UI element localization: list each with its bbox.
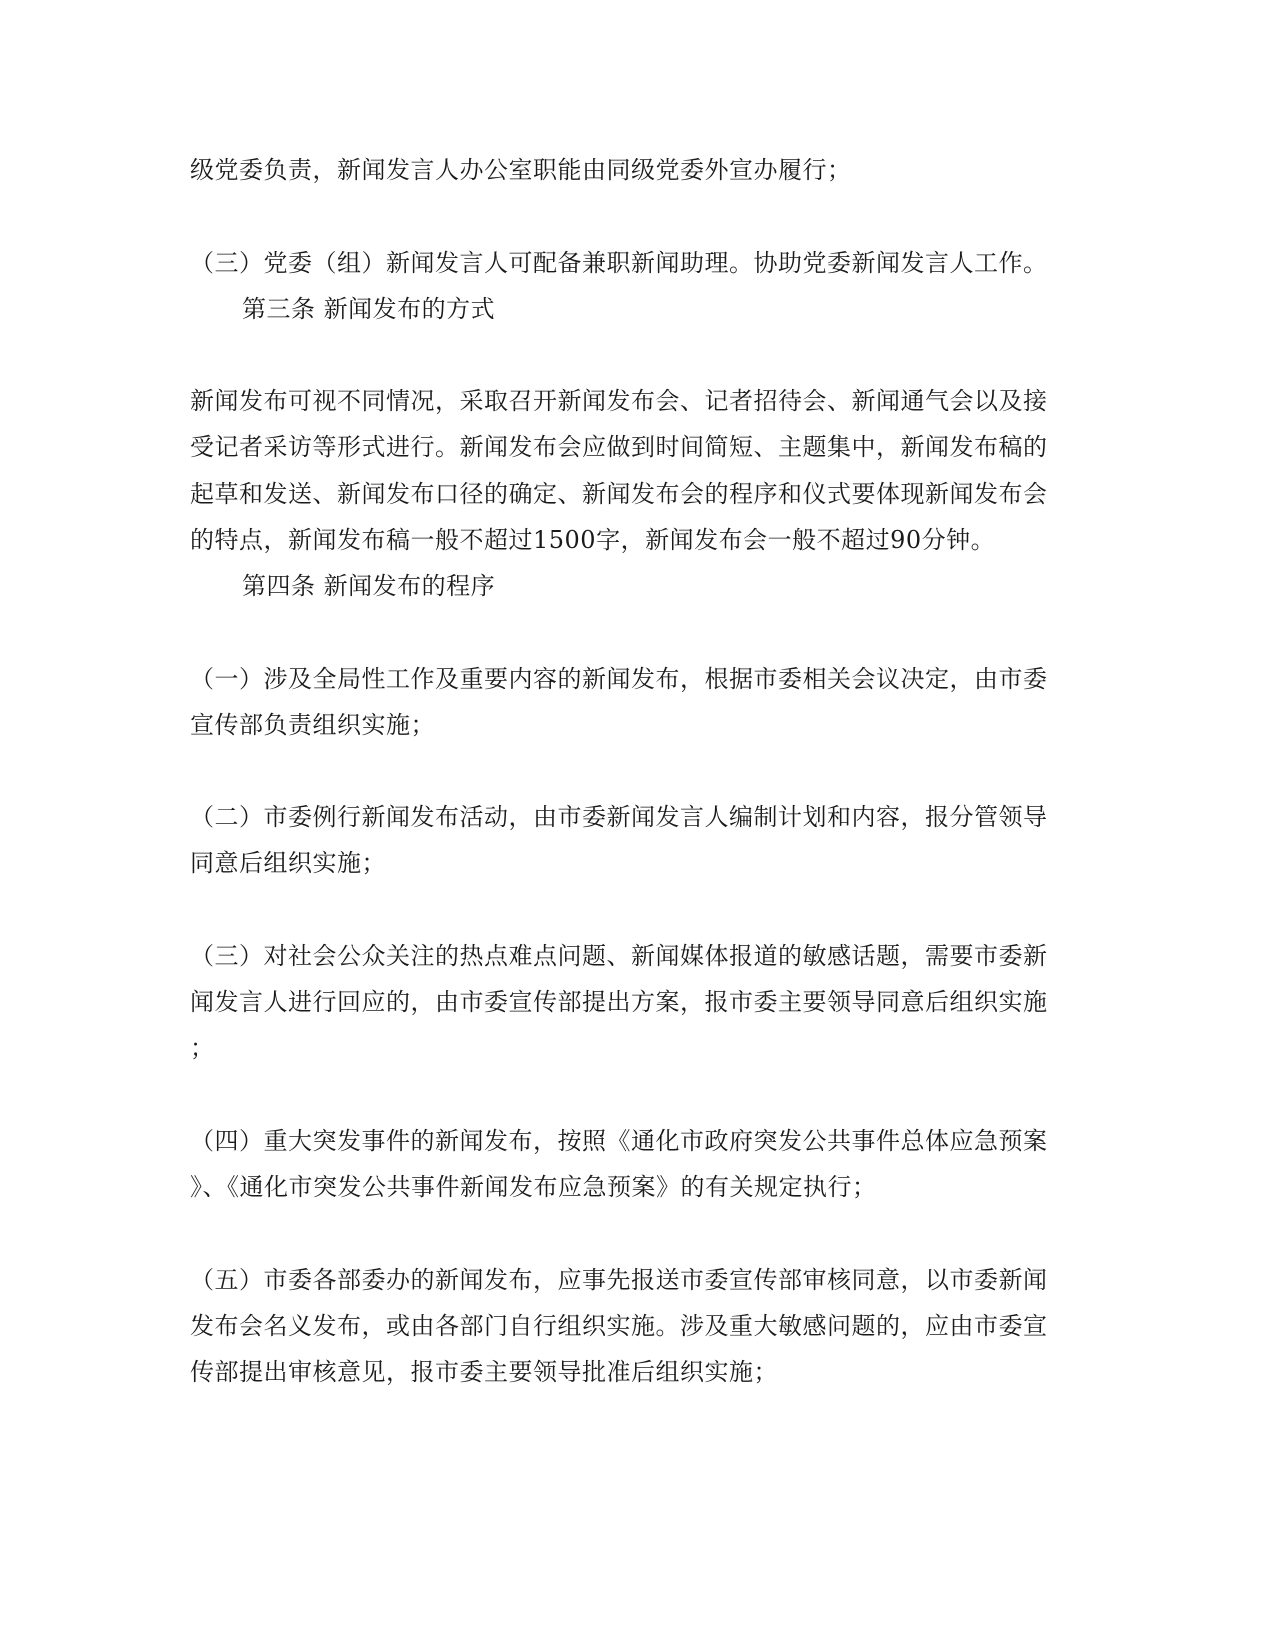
text-line: 级党委负责，新闻发言人办公室职能由同级党委外宣办履行； [190, 156, 852, 184]
text-line: 闻发言人进行回应的，由市委宣传部提出方案，报市委主要领导同意后组织实施 [190, 988, 1048, 1016]
text-line: 》、《通化市突发公共事件新闻发布应急预案》的有关规定执行； [190, 1173, 877, 1201]
text-line: 新闻发布可视不同情况，采取召开新闻发布会、记者招待会、新闻通气会以及接 [190, 387, 1048, 415]
text-line: （一）涉及全局性工作及重要内容的新闻发布，根据市委相关会议决定，由市委 [190, 665, 1048, 693]
section-heading: 第三条 新闻发布的方式 [242, 295, 496, 323]
text-line: （二）市委例行新闻发布活动，由市委新闻发言人编制计划和内容，报分管领导 [190, 803, 1048, 831]
text-line: 起草和发送、新闻发布口径的确定、新闻发布会的程序和仪式要体现新闻发布会 [190, 480, 1048, 508]
text-line: 宣传部负责组织实施； [190, 711, 435, 739]
text-line: 的特点，新闻发布稿一般不超过1500字，新闻发布会一般不超过90分钟。 [190, 526, 996, 554]
text-line: ； [190, 1034, 215, 1062]
text-line: 发布会名义发布，或由各部门自行组织实施。涉及重大敏感问题的，应由市委宣 [190, 1312, 1048, 1340]
text-line: （四）重大突发事件的新闻发布，按照《通化市政府突发公共事件总体应急预案 [190, 1127, 1048, 1155]
text-line: （三）对社会公众关注的热点难点问题、新闻媒体报道的敏感话题，需要市委新 [190, 942, 1048, 970]
section-heading: 第四条 新闻发布的程序 [242, 572, 496, 600]
text-line: （五）市委各部委办的新闻发布，应事先报送市委宣传部审核同意，以市委新闻 [190, 1266, 1048, 1294]
text-line: 传部提出审核意见，报市委主要领导批准后组织实施； [190, 1358, 778, 1386]
text-line: 同意后组织实施； [190, 849, 386, 877]
text-line: （三）党委（组）新闻发言人可配备兼职新闻助理。协助党委新闻发言人工作。 [190, 249, 1048, 277]
text-line: 受记者采访等形式进行。新闻发布会应做到时间简短、主题集中，新闻发布稿的 [190, 433, 1048, 461]
